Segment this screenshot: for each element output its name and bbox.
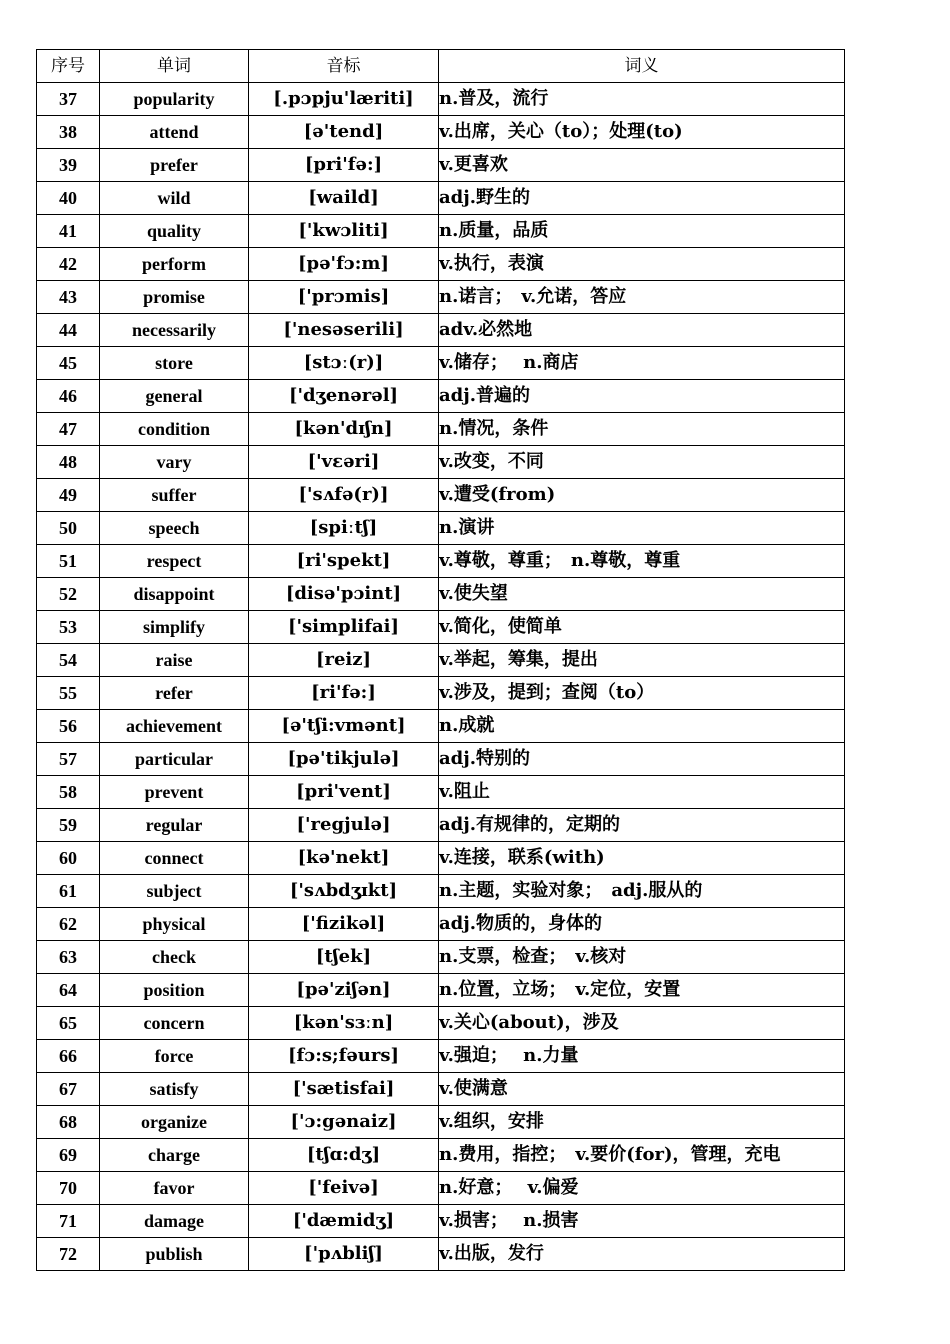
row-phonetic: [ə'tend] bbox=[249, 116, 439, 149]
row-phonetic: [pə'fɔ:m] bbox=[249, 248, 439, 281]
row-word: suffer bbox=[100, 479, 249, 512]
header-row bbox=[37, 50, 845, 83]
row-number: 54 bbox=[37, 644, 100, 677]
row-phonetic: ['vɛəri] bbox=[249, 446, 439, 479]
row-word: prefer bbox=[100, 149, 249, 182]
row-meaning: n.费用，指控； v.要价(for)，管理，充电 bbox=[439, 1139, 845, 1172]
row-meaning: adj.野生的 bbox=[439, 182, 845, 215]
row-number: 44 bbox=[37, 314, 100, 347]
row-word: physical bbox=[100, 908, 249, 941]
table-row bbox=[37, 380, 845, 413]
row-meaning: n.成就 bbox=[439, 710, 845, 743]
row-meaning: adj.有规律的，定期的 bbox=[439, 809, 845, 842]
table-body bbox=[37, 83, 845, 1271]
row-word: check bbox=[100, 941, 249, 974]
table-row bbox=[37, 974, 845, 1007]
row-meaning: adj.特别的 bbox=[439, 743, 845, 776]
row-meaning: n.普及，流行 bbox=[439, 83, 845, 116]
row-phonetic: [pri'vent] bbox=[249, 776, 439, 809]
row-meaning: n.支票，检查； v.核对 bbox=[439, 941, 845, 974]
table-row bbox=[37, 1040, 845, 1073]
row-phonetic: [disə'pɔint] bbox=[249, 578, 439, 611]
row-number: 46 bbox=[37, 380, 100, 413]
row-phonetic: ['dæmidʒ] bbox=[249, 1205, 439, 1238]
row-number: 71 bbox=[37, 1205, 100, 1238]
row-word: general bbox=[100, 380, 249, 413]
row-meaning: v.遭受(from) bbox=[439, 479, 845, 512]
row-number: 60 bbox=[37, 842, 100, 875]
row-word: condition bbox=[100, 413, 249, 446]
row-meaning: n.诺言； v.允诺，答应 bbox=[439, 281, 845, 314]
row-word: promise bbox=[100, 281, 249, 314]
row-number: 57 bbox=[37, 743, 100, 776]
row-meaning: v.强迫； n.力量 bbox=[439, 1040, 845, 1073]
row-phonetic: [ə'tʃi:vmənt] bbox=[249, 710, 439, 743]
row-meaning: v.阻止 bbox=[439, 776, 845, 809]
table-row bbox=[37, 710, 845, 743]
header-meaning: 词义 bbox=[439, 50, 845, 83]
table-row bbox=[37, 446, 845, 479]
table-row bbox=[37, 479, 845, 512]
row-phonetic: ['simplifai] bbox=[249, 611, 439, 644]
row-meaning: v.关心(about)，涉及 bbox=[439, 1007, 845, 1040]
table-row bbox=[37, 908, 845, 941]
row-meaning: v.简化，使简单 bbox=[439, 611, 845, 644]
row-number: 41 bbox=[37, 215, 100, 248]
table-row bbox=[37, 875, 845, 908]
row-phonetic: [kə'nekt] bbox=[249, 842, 439, 875]
row-meaning: v.改变，不同 bbox=[439, 446, 845, 479]
table-row bbox=[37, 611, 845, 644]
row-meaning: n.质量，品质 bbox=[439, 215, 845, 248]
row-number: 62 bbox=[37, 908, 100, 941]
table-row bbox=[37, 182, 845, 215]
row-phonetic: [pri'fə:] bbox=[249, 149, 439, 182]
row-number: 49 bbox=[37, 479, 100, 512]
row-word: popularity bbox=[100, 83, 249, 116]
row-meaning: adv.必然地 bbox=[439, 314, 845, 347]
row-number: 61 bbox=[37, 875, 100, 908]
row-word: connect bbox=[100, 842, 249, 875]
row-word: prevent bbox=[100, 776, 249, 809]
row-number: 51 bbox=[37, 545, 100, 578]
row-word: concern bbox=[100, 1007, 249, 1040]
row-phonetic: ['ɔ:gənaiz] bbox=[249, 1106, 439, 1139]
table-row bbox=[37, 743, 845, 776]
row-word: favor bbox=[100, 1172, 249, 1205]
row-phonetic: ['sʌfə(r)] bbox=[249, 479, 439, 512]
row-word: raise bbox=[100, 644, 249, 677]
row-number: 53 bbox=[37, 611, 100, 644]
table-row bbox=[37, 1073, 845, 1106]
row-number: 70 bbox=[37, 1172, 100, 1205]
row-number: 40 bbox=[37, 182, 100, 215]
row-phonetic: [pə'tikjulə] bbox=[249, 743, 439, 776]
row-meaning: v.涉及，提到；查阅（to） bbox=[439, 677, 845, 710]
header-phonetic: 音标 bbox=[249, 50, 439, 83]
row-meaning: v.更喜欢 bbox=[439, 149, 845, 182]
row-word: publish bbox=[100, 1238, 249, 1271]
row-number: 47 bbox=[37, 413, 100, 446]
row-number: 56 bbox=[37, 710, 100, 743]
row-meaning: v.出席，关心（to）；处理(to) bbox=[439, 116, 845, 149]
table-row bbox=[37, 149, 845, 182]
row-word: simplify bbox=[100, 611, 249, 644]
table-row bbox=[37, 1139, 845, 1172]
table-row bbox=[37, 809, 845, 842]
header-number: 序号 bbox=[37, 50, 100, 83]
row-word: satisfy bbox=[100, 1073, 249, 1106]
row-phonetic: [.pɔpju'læriti] bbox=[249, 83, 439, 116]
table-row bbox=[37, 644, 845, 677]
row-meaning: n.主题，实验对象； adj.服从的 bbox=[439, 875, 845, 908]
table-row bbox=[37, 116, 845, 149]
row-meaning: v.举起，筹集，提出 bbox=[439, 644, 845, 677]
row-number: 65 bbox=[37, 1007, 100, 1040]
row-meaning: v.连接，联系(with) bbox=[439, 842, 845, 875]
row-number: 68 bbox=[37, 1106, 100, 1139]
row-number: 48 bbox=[37, 446, 100, 479]
row-word: respect bbox=[100, 545, 249, 578]
row-phonetic: ['kwɔliti] bbox=[249, 215, 439, 248]
row-word: speech bbox=[100, 512, 249, 545]
row-phonetic: ['feivə] bbox=[249, 1172, 439, 1205]
row-number: 63 bbox=[37, 941, 100, 974]
table-row bbox=[37, 512, 845, 545]
row-word: charge bbox=[100, 1139, 249, 1172]
header-word: 单词 bbox=[100, 50, 249, 83]
row-meaning: n.情况，条件 bbox=[439, 413, 845, 446]
row-word: perform bbox=[100, 248, 249, 281]
row-phonetic: [waild] bbox=[249, 182, 439, 215]
row-number: 45 bbox=[37, 347, 100, 380]
table-row bbox=[37, 413, 845, 446]
table-row bbox=[37, 776, 845, 809]
table-row bbox=[37, 842, 845, 875]
row-number: 66 bbox=[37, 1040, 100, 1073]
row-phonetic: [stɔː(r)] bbox=[249, 347, 439, 380]
row-number: 52 bbox=[37, 578, 100, 611]
row-meaning: n.演讲 bbox=[439, 512, 845, 545]
row-word: store bbox=[100, 347, 249, 380]
row-phonetic: ['regjulə] bbox=[249, 809, 439, 842]
row-number: 38 bbox=[37, 116, 100, 149]
row-number: 42 bbox=[37, 248, 100, 281]
row-meaning: adj.普遍的 bbox=[439, 380, 845, 413]
row-word: subject bbox=[100, 875, 249, 908]
row-phonetic: ['prɔmis] bbox=[249, 281, 439, 314]
row-meaning: v.损害； n.损害 bbox=[439, 1205, 845, 1238]
row-number: 55 bbox=[37, 677, 100, 710]
row-number: 37 bbox=[37, 83, 100, 116]
row-number: 50 bbox=[37, 512, 100, 545]
row-meaning: v.储存； n.商店 bbox=[439, 347, 845, 380]
row-number: 72 bbox=[37, 1238, 100, 1271]
row-word: organize bbox=[100, 1106, 249, 1139]
row-word: attend bbox=[100, 116, 249, 149]
row-meaning: v.使失望 bbox=[439, 578, 845, 611]
row-word: damage bbox=[100, 1205, 249, 1238]
row-meaning: v.出版，发行 bbox=[439, 1238, 845, 1271]
row-meaning: v.组织，安排 bbox=[439, 1106, 845, 1139]
row-word: achievement bbox=[100, 710, 249, 743]
table-row bbox=[37, 1205, 845, 1238]
row-phonetic: [reiz] bbox=[249, 644, 439, 677]
row-word: force bbox=[100, 1040, 249, 1073]
row-phonetic: [fɔ:s;fəurs] bbox=[249, 1040, 439, 1073]
row-number: 39 bbox=[37, 149, 100, 182]
row-meaning: adj.物质的，身体的 bbox=[439, 908, 845, 941]
table-row bbox=[37, 1238, 845, 1271]
row-word: wild bbox=[100, 182, 249, 215]
row-meaning: v.使满意 bbox=[439, 1073, 845, 1106]
row-word: position bbox=[100, 974, 249, 1007]
row-phonetic: [spiːtʃ] bbox=[249, 512, 439, 545]
row-phonetic: [tʃɑ:dʒ] bbox=[249, 1139, 439, 1172]
row-number: 58 bbox=[37, 776, 100, 809]
row-meaning: n.位置，立场； v.定位，安置 bbox=[439, 974, 845, 1007]
row-phonetic: ['sætisfai] bbox=[249, 1073, 439, 1106]
row-word: quality bbox=[100, 215, 249, 248]
table-row bbox=[37, 314, 845, 347]
row-phonetic: ['sʌbdʒɪkt] bbox=[249, 875, 439, 908]
table-row bbox=[37, 545, 845, 578]
row-phonetic: [ri'spekt] bbox=[249, 545, 439, 578]
table-row bbox=[37, 347, 845, 380]
table-row bbox=[37, 248, 845, 281]
row-phonetic: [tʃek] bbox=[249, 941, 439, 974]
row-word: particular bbox=[100, 743, 249, 776]
row-phonetic: [kən'sɜːn] bbox=[249, 1007, 439, 1040]
table-row bbox=[37, 1106, 845, 1139]
row-phonetic: ['nesəserili] bbox=[249, 314, 439, 347]
table-row bbox=[37, 215, 845, 248]
row-phonetic: ['dʒenərəl] bbox=[249, 380, 439, 413]
vocabulary-table bbox=[36, 49, 845, 1271]
row-number: 67 bbox=[37, 1073, 100, 1106]
row-meaning: v.执行，表演 bbox=[439, 248, 845, 281]
row-number: 69 bbox=[37, 1139, 100, 1172]
row-meaning: n.好意； v.偏爱 bbox=[439, 1172, 845, 1205]
table-row bbox=[37, 281, 845, 314]
row-number: 64 bbox=[37, 974, 100, 1007]
row-meaning: v.尊敬，尊重； n.尊敬，尊重 bbox=[439, 545, 845, 578]
table-row bbox=[37, 941, 845, 974]
row-word: necessarily bbox=[100, 314, 249, 347]
table-row bbox=[37, 1172, 845, 1205]
row-number: 59 bbox=[37, 809, 100, 842]
row-word: vary bbox=[100, 446, 249, 479]
row-phonetic: ['pʌbliʃ] bbox=[249, 1238, 439, 1271]
table-row bbox=[37, 578, 845, 611]
row-number: 43 bbox=[37, 281, 100, 314]
table-row bbox=[37, 83, 845, 116]
row-word: disappoint bbox=[100, 578, 249, 611]
table-row bbox=[37, 1007, 845, 1040]
table-row bbox=[37, 677, 845, 710]
row-phonetic: ['fizikəl] bbox=[249, 908, 439, 941]
row-phonetic: [ri'fə:] bbox=[249, 677, 439, 710]
row-phonetic: [kən'dɪʃn] bbox=[249, 413, 439, 446]
row-word: regular bbox=[100, 809, 249, 842]
row-phonetic: [pə'ziʃən] bbox=[249, 974, 439, 1007]
row-word: refer bbox=[100, 677, 249, 710]
